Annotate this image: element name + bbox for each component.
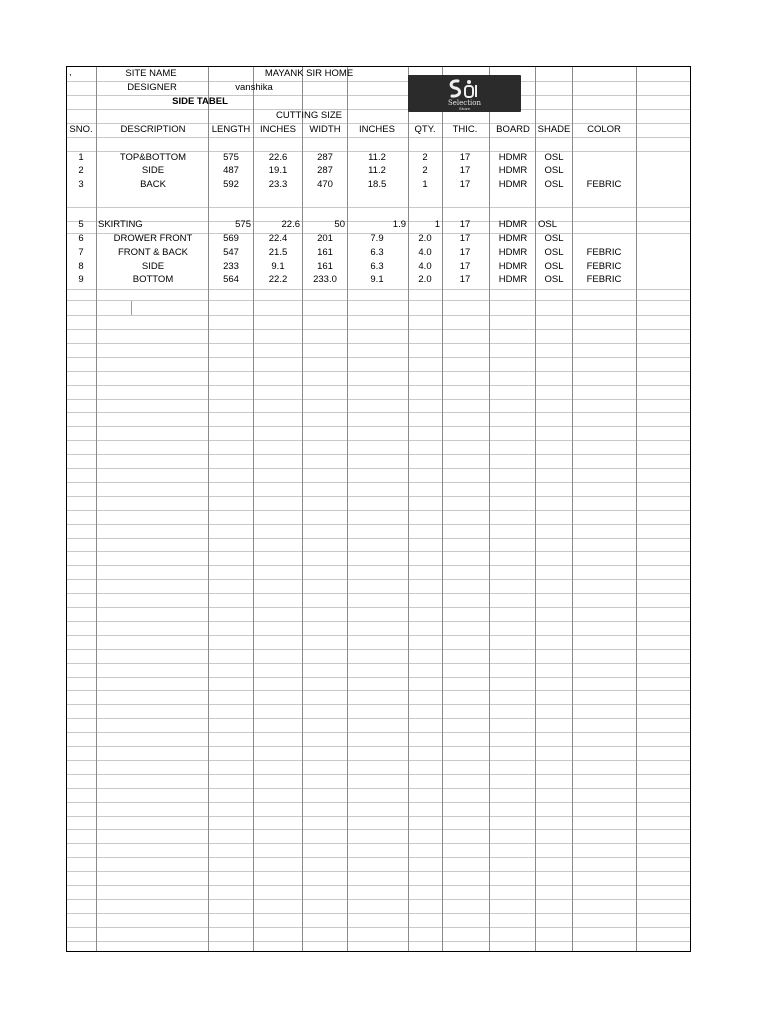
row-length: 592	[223, 179, 239, 190]
row-board: HDMR	[498, 219, 528, 230]
site-name-value: MAYANK SIR HOME	[264, 68, 354, 79]
row-thic: 17	[459, 165, 471, 176]
row-inches-width: 6.3	[370, 261, 384, 272]
row-inches-length: 22.2	[268, 274, 288, 285]
row-width: 50	[334, 219, 345, 230]
row-description: BOTTOM	[132, 274, 174, 285]
row-sno: 9	[78, 274, 84, 285]
row-qty: 2	[422, 152, 428, 163]
row-description: DROWER FRONT	[113, 233, 193, 244]
logo-brand-name: Selection	[447, 99, 481, 107]
row-qty: 1	[422, 179, 428, 190]
row-thic: 17	[459, 219, 471, 230]
row-inches-length: 19.1	[268, 165, 288, 176]
row-qty: 2	[422, 165, 428, 176]
row-shade: OSL	[544, 179, 564, 190]
row-qty: 2.0	[418, 274, 432, 285]
row-color: FEBRIC	[586, 247, 622, 258]
row-board: HDMR	[498, 233, 528, 244]
site-name-label: SITE NAME	[125, 68, 177, 79]
row-board: HDMR	[498, 274, 528, 285]
row-length: 575	[223, 152, 239, 163]
row-thic: 17	[459, 261, 471, 272]
row-description: SIDE	[141, 261, 165, 272]
row-length: 547	[223, 247, 239, 258]
col-header-shade: SHADE	[537, 124, 571, 135]
row-inches-width: 7.9	[370, 233, 384, 244]
row-description: SIDE	[141, 165, 165, 176]
col-header-inches-width: INCHES	[359, 124, 395, 135]
row-color: FEBRIC	[586, 179, 622, 190]
row-inches-length: 22.6	[281, 219, 300, 230]
row-shade: OSL	[544, 152, 564, 163]
col-header-inches-length: INCHES	[260, 124, 296, 135]
row-length: 575	[235, 219, 251, 230]
row-board: HDMR	[498, 179, 528, 190]
sheet-grid	[67, 67, 691, 952]
item-title: SIDE TABEL	[172, 96, 228, 107]
col-header-board: BOARD	[496, 124, 530, 135]
col-header-length: LENGTH	[211, 124, 251, 135]
row-sno: 1	[78, 152, 84, 163]
row-qty: 2.0	[418, 233, 432, 244]
row-width: 233.0	[313, 274, 337, 285]
row-shade: OSL	[538, 219, 558, 230]
row-inches-width: 11.2	[368, 152, 386, 163]
row-description: BACK	[140, 179, 166, 190]
row-qty: 1	[434, 219, 440, 230]
row-inches-length: 22.6	[268, 152, 288, 163]
row-thic: 17	[459, 233, 471, 244]
row-shade: OSL	[544, 274, 564, 285]
designer-label: DESIGNER	[127, 82, 177, 93]
col-header-qty: QTY.	[414, 124, 436, 135]
row-inches-width: 1.9	[392, 219, 406, 230]
row-length: 569	[223, 233, 239, 244]
row-inches-width: 6.3	[370, 247, 384, 258]
row-inches-width: 18.5	[367, 179, 387, 190]
row-thic: 17	[459, 152, 471, 163]
row-sno: 6	[78, 233, 84, 244]
row-width: 287	[317, 165, 333, 176]
row-length: 233	[223, 261, 239, 272]
col-header-sno: SNO.	[69, 124, 93, 135]
row-inches-length: 21.5	[268, 247, 288, 258]
row-inches-length: 9.1	[271, 261, 285, 272]
row-sno: 5	[78, 219, 84, 230]
row-width: 287	[317, 152, 333, 163]
row-description: FRONT & BACK	[117, 247, 189, 258]
row-inches-length: 23.3	[268, 179, 288, 190]
col-header-width: WIDTH	[309, 124, 341, 135]
row-inches-length: 22.4	[268, 233, 288, 244]
row-inches-width: 11.2	[368, 165, 386, 176]
row-description: SKIRTING	[98, 219, 143, 230]
row-description: TOP&BOTTOM	[119, 152, 187, 163]
row-qty: 4.0	[418, 247, 432, 258]
row-inches-width: 9.1	[370, 274, 384, 285]
row-width: 201	[317, 233, 333, 244]
row-width: 161	[317, 247, 333, 258]
row-length: 564	[223, 274, 239, 285]
selection-store-logo	[408, 75, 521, 112]
s-monogram-icon	[444, 78, 484, 100]
col-header-description: DESCRIPTION	[120, 124, 186, 135]
row-width: 470	[317, 179, 333, 190]
row-shade: OSL	[544, 233, 564, 244]
row-thic: 17	[459, 274, 471, 285]
row-shade: OSL	[544, 165, 564, 176]
row-board: HDMR	[498, 247, 528, 258]
row-sno: 7	[78, 247, 84, 258]
row-shade: OSL	[544, 261, 564, 272]
row-width: 161	[317, 261, 333, 272]
col-header-thic: THIC.	[452, 124, 478, 135]
row-board: HDMR	[498, 261, 528, 272]
designer-value: vanshika	[235, 82, 273, 93]
row-board: HDMR	[498, 152, 528, 163]
row-thic: 17	[459, 247, 471, 258]
row-length: 487	[223, 165, 239, 176]
row-sno: 8	[78, 261, 84, 272]
logo-tagline: Store	[458, 106, 471, 111]
row-sno: 3	[78, 179, 84, 190]
row-shade: OSL	[544, 247, 564, 258]
row-qty: 4.0	[418, 261, 432, 272]
cutting-sheet	[66, 66, 691, 952]
row-color: FEBRIC	[586, 261, 622, 272]
cutting-size-label: CUTTING SIZE	[276, 110, 342, 121]
row-board: HDMR	[498, 165, 528, 176]
row-color: FEBRIC	[586, 274, 622, 285]
col-header-color: COLOR	[587, 124, 621, 135]
row-sno: 2	[78, 165, 84, 176]
corner-mark: ,	[69, 67, 72, 78]
row-thic: 17	[459, 179, 471, 190]
